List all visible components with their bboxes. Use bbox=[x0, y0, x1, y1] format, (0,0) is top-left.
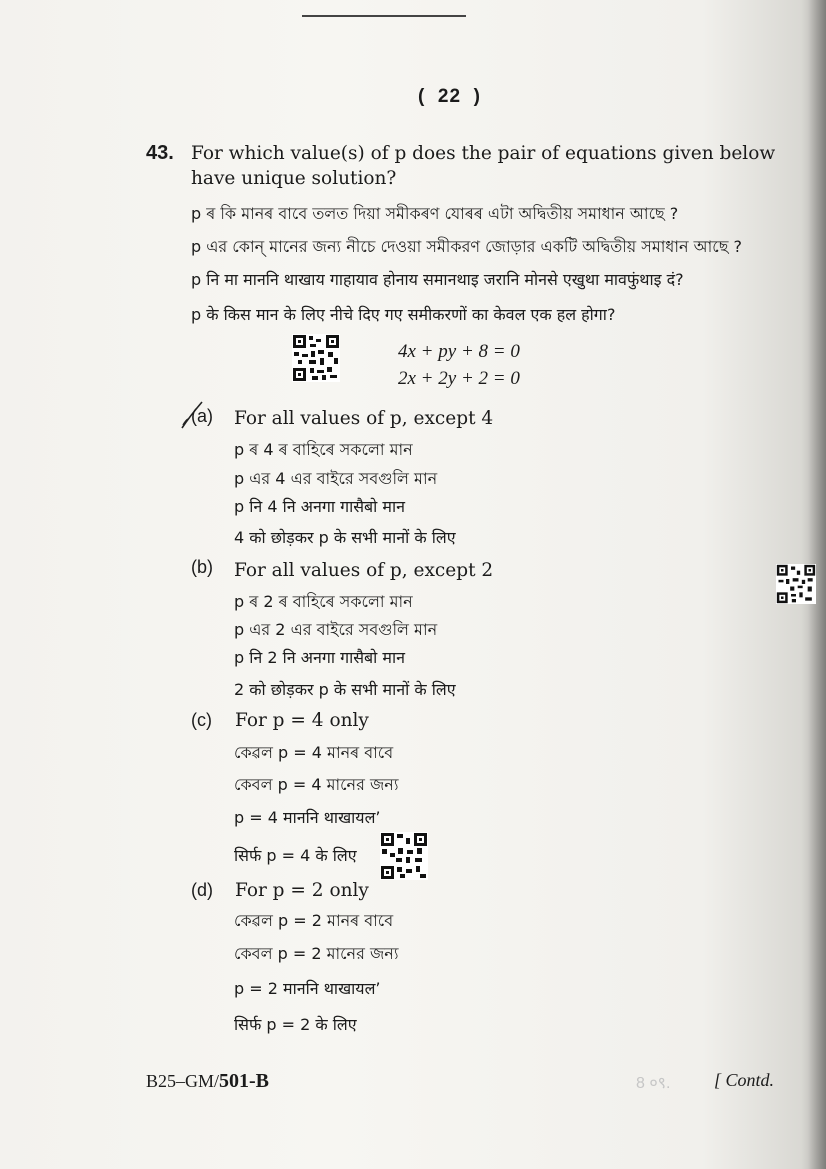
question-hindi: p के किस मान के लिए नीचे दिए गए समीकरणों का केवल एक हल होगा? bbox=[191, 305, 616, 324]
question-assamese: p ৰ কি মানৰ বাবে তলত দিয়া সমীকৰণ যোৰৰ এটা অদ্বিতীয় সমাধান আছে ? bbox=[191, 204, 679, 223]
option-d-assamese: কেৱল p = 2 মানৰ বাবে bbox=[234, 911, 394, 930]
qr-code-icon bbox=[776, 564, 816, 604]
option-a-label: (a) bbox=[191, 406, 213, 426]
option-d-bengali: কেবল p = 2 মানের জন্য bbox=[234, 944, 399, 963]
question-bengali: p এর কোন্‌ মানের জন্য নীচে দেওয়া সমীকরণ জোড়ার একটি অদ্বিতীয় সমাধান আছে ? bbox=[191, 237, 743, 256]
option-d-hindi: सिर्फ p = 2 के लिए bbox=[234, 1015, 357, 1034]
qr-code-icon bbox=[292, 334, 340, 382]
contd-label: [ Contd. bbox=[714, 1070, 775, 1090]
paper-code-bold: 501-B bbox=[219, 1070, 270, 1092]
option-a-bengali: p এর 4 এর বাইরে সবগুলি মান bbox=[234, 469, 438, 488]
option-b-hindi: 2 को छोड़कर p के सभी मानों के लिए bbox=[234, 680, 456, 699]
option-c-bodo: p = 4 माननि थाखायल’ bbox=[234, 808, 381, 827]
option-b-bengali: p এর 2 এর বাইরে সবগুলি মান bbox=[234, 620, 438, 639]
faint-mark: 8 ०९. bbox=[636, 1075, 671, 1092]
option-a-english: For all values of p, except 4 bbox=[234, 408, 494, 429]
option-c-english: For p = 4 only bbox=[235, 710, 369, 731]
option-b-bodo: p नि 2 नि अनगा गासैबो मान bbox=[234, 648, 405, 667]
question-english-line2: have unique solution? bbox=[191, 168, 397, 189]
question-english-line1: For which value(s) of p does the pair of equations given below bbox=[191, 143, 776, 164]
option-a-assamese: p ৰ 4 ৰ বাহিৰে সকলো মান bbox=[234, 440, 413, 459]
top-rule bbox=[302, 15, 466, 17]
qr-code-icon bbox=[380, 832, 428, 880]
option-b-english: For all values of p, except 2 bbox=[234, 560, 494, 581]
option-d-label: (d) bbox=[191, 880, 213, 900]
question-bodo: p नि मा माननि थाखाय गाहायाव होनाय समानथाइ जरानि मोनसे एखुथा मावफुंथाइ दं? bbox=[191, 270, 684, 289]
question-number: 43. bbox=[146, 142, 174, 164]
equation-1: 4x + py + 8 = 0 bbox=[398, 341, 520, 362]
option-c-bengali: কেবল p = 4 মানের জন্য bbox=[234, 775, 399, 794]
option-d-english: For p = 2 only bbox=[235, 880, 369, 901]
option-b-assamese: p ৰ 2 ৰ বাহিৰে সকলো মান bbox=[234, 592, 413, 611]
equation-2: 2x + 2y + 2 = 0 bbox=[398, 368, 520, 389]
paper-code bbox=[146, 1070, 269, 1093]
option-a-bodo: p नि 4 नि अनगा गासैबो मान bbox=[234, 497, 405, 516]
option-c-assamese: কেৱল p = 4 মানৰ বাবে bbox=[234, 743, 394, 762]
page-number: ( 22 ) bbox=[418, 86, 481, 107]
option-b-label: (b) bbox=[191, 557, 213, 577]
option-d-bodo: p = 2 माननि थाखायल’ bbox=[234, 979, 381, 998]
option-c-hindi: सिर्फ p = 4 के लिए bbox=[234, 846, 357, 865]
paper-code-prefix: B25–GM/ bbox=[146, 1071, 220, 1091]
option-c-label: (c) bbox=[191, 710, 212, 730]
option-a-hindi: 4 को छोड़कर p के सभी मानों के लिए bbox=[234, 528, 456, 547]
